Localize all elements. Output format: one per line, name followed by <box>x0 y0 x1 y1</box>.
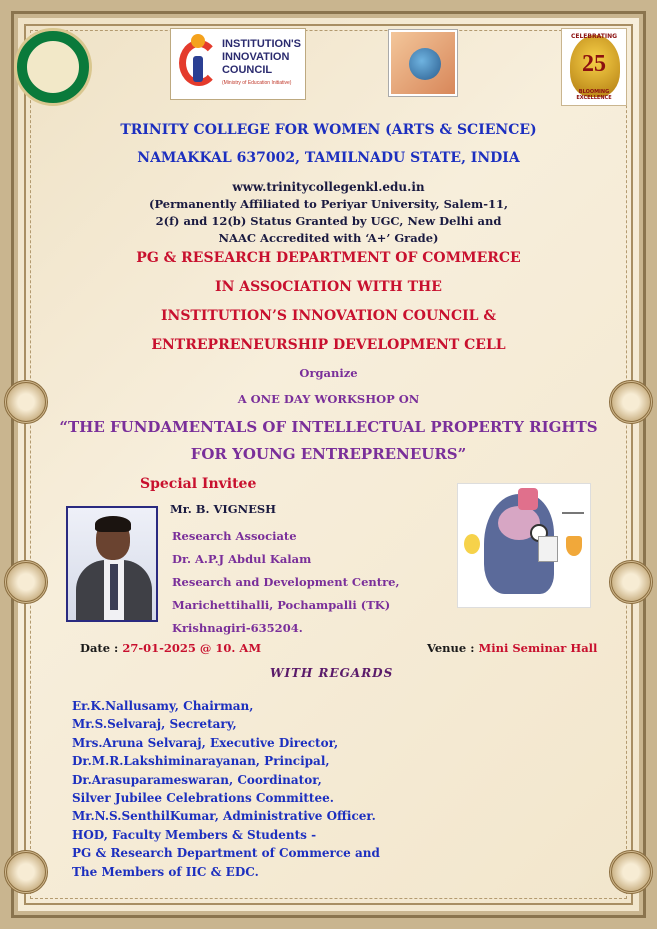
invitee-detail-line: Marichettihalli, Pochampalli (TK) <box>172 598 391 612</box>
regards-line: PG & Research Department of Commerce and <box>72 846 380 861</box>
invitee-detail-line: Research and Development Centre, <box>172 575 400 589</box>
invitee-name: Mr. B. VIGNESH <box>170 502 277 516</box>
workshop-label: A ONE DAY WORKSHOP ON <box>237 392 420 406</box>
affiliation-line: (Permanently Affiliated to Periyar University, Salem-11, <box>149 197 508 211</box>
regards-line: HOD, Faculty Members & Students - <box>72 827 317 842</box>
regards-list <box>72 697 380 881</box>
workshop-title: “THE FUNDAMENTALS OF INTELLECTUAL PROPERTY RIGHTS <box>59 418 598 436</box>
affiliation-line: NAAC Accredited with ‘A+’ Grade) <box>218 231 439 245</box>
rosette-ornament <box>4 560 48 604</box>
iic-name: INSTITUTION’S INNOVATION COUNCIL & <box>160 308 497 324</box>
affiliation-line: 2(f) and 12(b) Status Granted by UGC, New Delhi and <box>155 214 502 228</box>
organize-label: Organize <box>299 366 358 380</box>
regards-line: Mr.S.Selvaraj, Secretary, <box>72 717 237 732</box>
invitee-detail-line: Dr. A.P.J Abdul Kalam <box>172 552 312 566</box>
regards-line: Dr.M.R.Lakshiminarayanan, Principal, <box>72 754 330 769</box>
iic-logo-subtext: (Ministry of Education Initiative) <box>221 80 292 86</box>
invitee-detail-line: Research Associate <box>172 529 297 543</box>
regards-line: The Members of IIC & EDC. <box>72 864 259 879</box>
regards-line: Silver Jubilee Celebrations Committee. <box>72 791 334 806</box>
regards-line: Er.K.Nallusamy, Chairman, <box>72 699 254 713</box>
edc-name: ENTREPRENEURSHIP DEVELOPMENT CELL <box>151 337 506 353</box>
invitee-detail-line: Krishnagiri-635204. <box>172 621 303 635</box>
regards-line: Mrs.Aruna Selvaraj, Executive Director, <box>72 735 339 750</box>
workshop-title: FOR YOUNG ENTREPRENEURS” <box>190 445 467 463</box>
event-date <box>80 641 261 655</box>
rosette-ornament <box>609 560 653 604</box>
college-website[interactable]: www.trinitycollegenkl.edu.in <box>232 180 425 194</box>
invitee-details <box>172 525 399 640</box>
iic-logo <box>170 28 306 100</box>
iic-logo-text: COUNCIL <box>221 64 273 76</box>
venue-value: Mini Seminar Hall <box>478 641 598 655</box>
special-invitee-heading: Special Invitee <box>140 476 257 492</box>
regards-heading: WITH REGARDS <box>270 666 394 680</box>
invitee-photo <box>66 506 158 622</box>
rosette-ornament <box>609 850 653 894</box>
jubilee-footer: BLOOMING EXCELLENCE <box>576 89 612 101</box>
regards-line: Dr.Arasuparameswaran, Coordinator, <box>72 772 322 787</box>
silver-jubilee-logo <box>561 28 627 106</box>
event-venue <box>427 641 597 655</box>
college-address: NAMAKKAL 637002, TAMILNADU STATE, INDIA <box>137 150 520 166</box>
regards-line: Mr.N.S.SenthilKumar, Administrative Officer. <box>72 809 376 824</box>
college-seal-logo <box>14 28 92 106</box>
rosette-ornament <box>4 850 48 894</box>
ipr-illustration <box>457 483 591 608</box>
venue-label: Venue : <box>427 641 475 655</box>
department-name: PG & RESEARCH DEPARTMENT OF COMMERCE <box>136 250 521 266</box>
jubilee-number: 25 <box>582 51 606 77</box>
globe-hands-image <box>389 30 457 96</box>
association-line: IN ASSOCIATION WITH THE <box>215 279 442 295</box>
date-label: Date : <box>80 641 119 655</box>
college-name: TRINITY COLLEGE FOR WOMEN (ARTS & SCIENCE) <box>120 122 537 138</box>
jubilee-caption: CELEBRATING <box>570 33 618 40</box>
date-value: 27-01-2025 @ 10. AM <box>122 641 262 655</box>
iic-logo-text: INSTITUTION'S <box>221 38 301 50</box>
iic-logo-text: INNOVATION <box>221 51 290 63</box>
